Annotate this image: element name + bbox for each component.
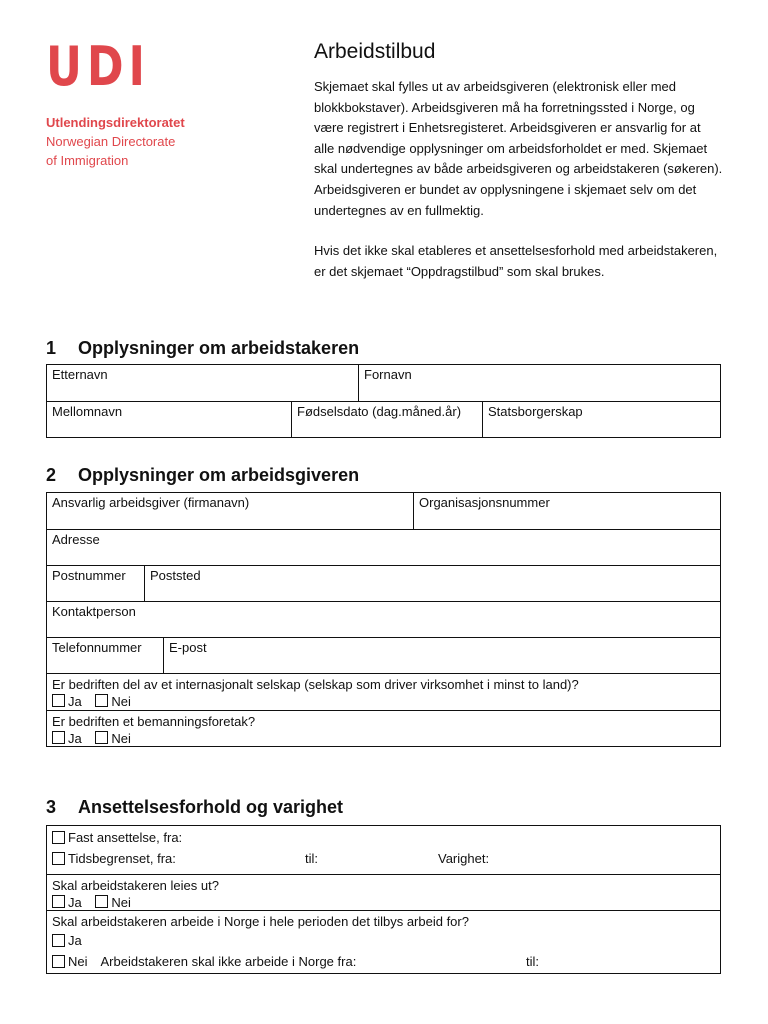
section-2-title: Opplysninger om arbeidsgiveren <box>78 465 360 485</box>
tidsbegrenset-checkbox[interactable] <box>52 852 65 865</box>
udi-logo: UDI <box>46 35 150 98</box>
etternavn-label: Etternavn <box>52 367 108 382</box>
adresse-field[interactable] <box>47 530 720 565</box>
internasjonalt-question <box>47 674 720 710</box>
section-2-row-3 <box>47 565 720 601</box>
adresse-label: Adresse <box>52 532 100 547</box>
udi-logo-text <box>46 113 185 170</box>
hele-perioden-ja-line <box>52 930 715 951</box>
section-2-number: 2 <box>46 465 57 485</box>
section-3-heading <box>46 797 343 818</box>
telefon-field[interactable] <box>47 638 163 673</box>
hele-perioden-nei-checkbox[interactable] <box>52 955 65 968</box>
section-2-row-6 <box>47 673 720 710</box>
bemanning-ja-checkbox[interactable] <box>52 731 65 744</box>
form-title: Arbeidstilbud <box>314 40 436 63</box>
fodselsdato-field[interactable] <box>291 402 482 437</box>
internasjonalt-ja-label: Ja <box>68 694 82 709</box>
internasjonalt-ja-option[interactable] <box>52 693 82 710</box>
section-2-row-1 <box>47 493 720 529</box>
bemanning-nei-label: Nei <box>111 731 131 746</box>
kontaktperson-label: Kontaktperson <box>52 604 136 619</box>
leies-nei-checkbox[interactable] <box>95 895 108 908</box>
section-2-row-5 <box>47 637 720 673</box>
bemanning-nei-option[interactable] <box>95 730 131 747</box>
ansettelse-cell <box>47 826 720 874</box>
bemanning-question-text: Er bedriften et bemanningsforetak? <box>52 714 256 729</box>
mellomnavn-field[interactable] <box>47 402 291 437</box>
fodselsdato-label: Fødselsdato (dag.måned.år) <box>297 404 462 419</box>
hele-perioden-ja-label: Ja <box>68 933 82 948</box>
section-3-row-1 <box>47 826 720 874</box>
epost-label: E-post <box>169 640 207 655</box>
ikke-arbeide-til-label: til: <box>526 954 539 969</box>
section-1-row-1 <box>47 365 720 401</box>
internasjonalt-nei-label: Nei <box>111 694 131 709</box>
hele-perioden-question-text: Skal arbeidstakeren arbeide i Norge i hele perioden det tilbys arbeid for? <box>52 914 469 929</box>
section-2-heading <box>46 465 359 486</box>
arbeidsgiver-field[interactable] <box>47 493 413 529</box>
tidsbegrenset-til-label: til: <box>305 850 318 866</box>
fornavn-label: Fornavn <box>364 367 412 382</box>
etternavn-field[interactable] <box>47 365 358 401</box>
section-3-box <box>46 825 721 974</box>
section-3-row-3 <box>47 910 720 973</box>
internasjonalt-question-text: Er bedriften del av et internasjonalt selskap (selskap som driver virksomhet i minst to land)? <box>52 677 579 692</box>
internasjonalt-ja-checkbox[interactable] <box>52 694 65 707</box>
fast-ansettelse-checkbox[interactable] <box>52 831 65 844</box>
section-3-row-2 <box>47 874 720 910</box>
section-1-number: 1 <box>46 338 57 358</box>
section-3-title: Ansettelsesforhold og varighet <box>78 797 344 817</box>
leies-question <box>47 875 720 910</box>
orgnr-field[interactable] <box>413 493 720 529</box>
section-2-row-2 <box>47 529 720 565</box>
mellomnavn-label: Mellomnavn <box>52 404 123 419</box>
varighet-label: Varighet: <box>438 850 490 866</box>
fast-ansettelse-label: Fast ansettelse, fra: <box>68 829 183 845</box>
intro-text <box>314 77 724 302</box>
intro-paragraph-2: Hvis det ikke skal etableres et ansettelsesforhold med arbeidstakeren, er det skjemaet “Oppdragstilbud” som skal brukes. <box>314 243 718 279</box>
fornavn-field[interactable] <box>358 365 720 401</box>
epost-field[interactable] <box>163 638 720 673</box>
arbeidsgiver-label: Ansvarlig arbeidsgiver (firmanavn) <box>52 495 250 510</box>
section-2-box <box>46 492 721 747</box>
section-2-row-4 <box>47 601 720 637</box>
hele-perioden-nei-label: Nei <box>68 954 88 969</box>
section-1-box <box>46 364 721 438</box>
postnummer-label: Postnummer <box>52 568 126 583</box>
logo-line-1: Utlendingsdirektoratet <box>46 115 185 130</box>
leies-question-text: Skal arbeidstakeren leies ut? <box>52 878 219 893</box>
telefon-label: Telefonnummer <box>52 640 142 655</box>
logo-line-3: of Immigration <box>46 153 129 168</box>
hele-perioden-ja-checkbox[interactable] <box>52 934 65 947</box>
section-2-row-7 <box>47 710 720 746</box>
tidsbegrenset-line <box>52 848 715 869</box>
kontaktperson-field[interactable] <box>47 602 720 637</box>
leies-ja-option[interactable] <box>52 894 82 911</box>
tidsbegrenset-label: Tidsbegrenset, fra: <box>68 850 176 866</box>
bemanning-ja-option[interactable] <box>52 730 82 747</box>
poststed-field[interactable] <box>144 566 720 601</box>
bemanning-ja-label: Ja <box>68 731 82 746</box>
section-1-row-2 <box>47 401 720 437</box>
leies-nei-label: Nei <box>111 895 131 910</box>
poststed-label: Poststed <box>150 568 201 583</box>
bemanning-question <box>47 711 720 746</box>
intro-paragraph-1: Skjemaet skal fylles ut av arbeidsgiveren (elektronisk eller med blokkbokstaver). Arbeidsgiveren må ha forretningssted i Norge, og være registrert i Enhetsregisteret. Arbeidsgiveren er ansvarlig for at alle nødvendige opplysninger om arbeidsforholdet er med. Skjemaet skal undertegnes av både arbeidsgiveren og arbeidstakeren (søkeren). Arbeidsgiveren er bundet av opplysningene i skjemaet selv om det undertegnes av en fullmektig. <box>314 79 723 218</box>
section-3-number: 3 <box>46 797 57 817</box>
leies-ja-label: Ja <box>68 895 82 910</box>
statsborgerskap-label: Statsborgerskap <box>488 404 583 419</box>
hele-perioden-question <box>47 911 720 973</box>
hele-perioden-nei-line <box>52 951 715 972</box>
logo-line-2: Norwegian Directorate <box>46 134 176 149</box>
internasjonalt-nei-checkbox[interactable] <box>95 694 108 707</box>
fast-ansettelse-line <box>52 827 715 848</box>
postnummer-field[interactable] <box>47 566 144 601</box>
ikke-arbeide-label: Arbeidstakeren skal ikke arbeide i Norge fra: <box>100 954 357 969</box>
bemanning-nei-checkbox[interactable] <box>95 731 108 744</box>
leies-ja-checkbox[interactable] <box>52 895 65 908</box>
orgnr-label: Organisasjonsnummer <box>419 495 550 510</box>
section-1-title: Opplysninger om arbeidstakeren <box>78 338 360 358</box>
statsborgerskap-field[interactable] <box>482 402 720 437</box>
leies-nei-option[interactable] <box>95 894 131 911</box>
section-1-heading <box>46 338 359 359</box>
internasjonalt-nei-option[interactable] <box>95 693 131 710</box>
